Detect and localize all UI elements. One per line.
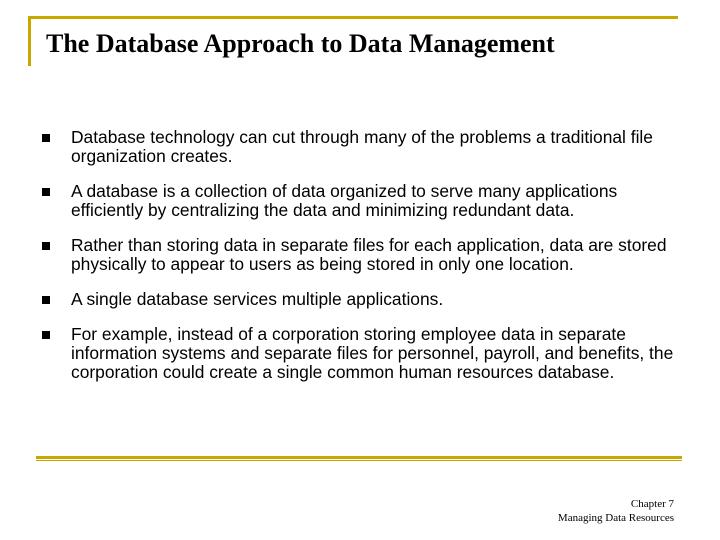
bullet-text: Rather than storing data in separate files for each application, data are stored physically to appear to users as being stored in only one location. xyxy=(71,235,667,274)
bullet-text: A database is a collection of data organized to serve many applications efficiently by centralizing the data and minimizing redundant data. xyxy=(71,181,618,220)
footer-divider-thick xyxy=(36,456,682,459)
square-bullet-icon xyxy=(42,296,50,304)
bullet-item xyxy=(42,290,682,309)
title-frame-top-line xyxy=(28,16,678,19)
square-bullet-icon xyxy=(42,134,50,142)
bullet-item xyxy=(42,128,682,166)
slide-title: The Database Approach to Data Management xyxy=(46,29,555,58)
title-frame-left-line xyxy=(28,16,31,66)
bullet-text: Database technology can cut through many of the problems a traditional file organization creates. xyxy=(71,127,653,166)
footer-subtitle: Managing Data Resources xyxy=(557,512,674,524)
footer-chapter: Chapter 7 xyxy=(630,498,674,510)
bullet-item xyxy=(42,236,682,274)
square-bullet-icon xyxy=(42,188,50,196)
bullet-text: A single database services multiple applications. xyxy=(71,289,444,309)
bullet-item xyxy=(42,325,682,382)
bullet-item xyxy=(42,182,682,220)
bullet-text: For example, instead of a corporation storing employee data in separate information systems and separate files for personnel, payroll, and benefits, the corporation could create a single common human resources database. xyxy=(71,324,674,382)
square-bullet-icon xyxy=(42,331,50,339)
bullet-list xyxy=(42,128,682,398)
footer-divider-thin xyxy=(36,460,682,461)
square-bullet-icon xyxy=(42,242,50,250)
footer xyxy=(558,497,674,525)
